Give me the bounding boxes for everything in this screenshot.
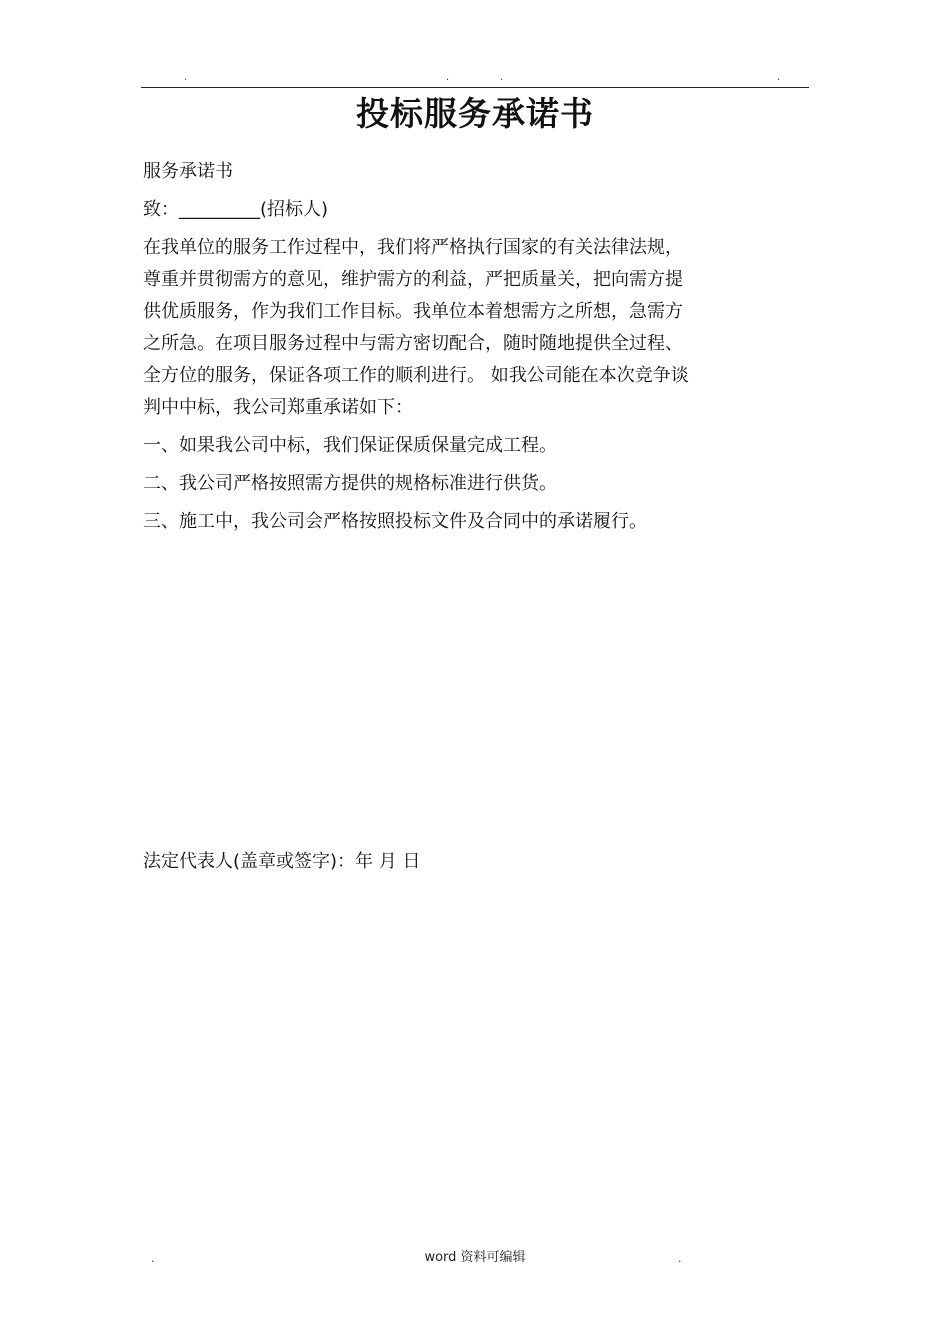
commitment-item: 二、我公司严格按照需方提供的规格标准进行供货。: [143, 473, 557, 494]
document-title: 投标服务承诺书: [356, 94, 594, 133]
header-rule: [141, 87, 809, 88]
body-line: 在我单位的服务工作过程中，我们将严格执行国家的有关法律法规，: [143, 237, 683, 258]
footer-dot: .: [151, 1252, 155, 1265]
body-line: 之所急。在项目服务过程中与需方密切配合，随时随地提供全过程、: [143, 333, 683, 354]
commitment-item: 三、施工中，我公司会严格按照投标文件及合同中的承诺履行。: [143, 511, 647, 532]
body-line: 供优质服务，作为我们工作目标。我单位本着想需方之所想，急需方: [143, 301, 683, 322]
signature-line: 法定代表人(盖章或签字)：年 月 日: [143, 851, 421, 872]
header-dot: .: [184, 72, 188, 83]
commitment-item: 一、如果我公司中标，我们保证保质保量完成工程。: [143, 435, 557, 456]
body-line: 全方位的服务，保证各项工作的顺利进行。 如我公司能在本次竞争谈: [143, 365, 689, 386]
body-line: 尊重并贯彻需方的意见，维护需方的利益，严把质量关，把向需方提: [143, 269, 683, 290]
header-dot: .: [777, 72, 781, 83]
header-dot: .: [446, 72, 450, 83]
header-dot: .: [500, 72, 504, 83]
addressee-line: 致：_________(招标人): [143, 199, 329, 220]
document-subtitle: 服务承诺书: [143, 161, 233, 182]
body-line: 判中中标，我公司郑重承诺如下：: [143, 397, 413, 418]
footer-dot: .: [678, 1252, 682, 1265]
footer-text: word 资料可编辑: [424, 1250, 526, 1265]
